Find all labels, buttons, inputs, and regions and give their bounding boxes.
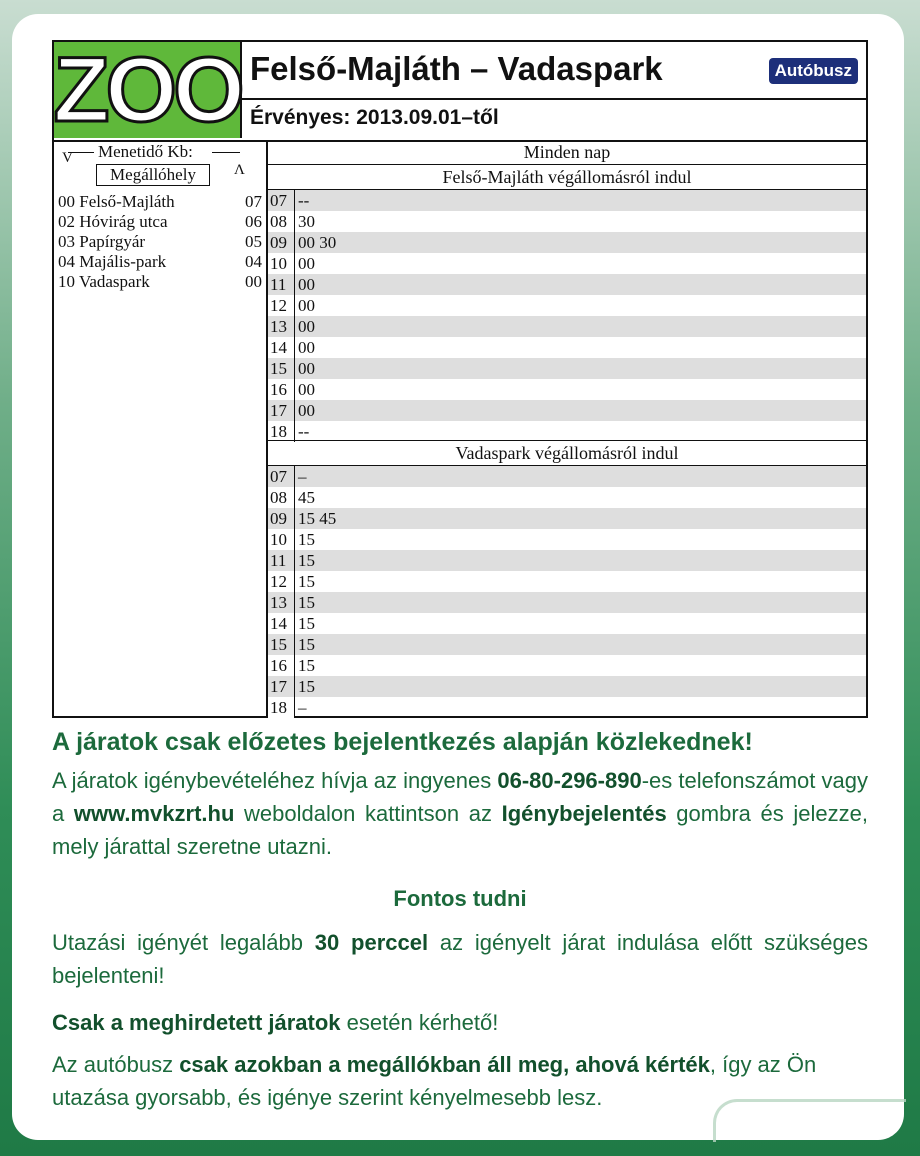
schedule-row [268, 676, 866, 697]
route-title: Felső-Majláth – Vadaspark [250, 50, 663, 87]
p1-text: A járatok igénybevételéhez hívja az ingyenes [52, 768, 498, 793]
schedule-row [268, 487, 866, 508]
schedule-row [268, 274, 866, 295]
day-header: Minden nap [268, 140, 866, 165]
valid-from: Érvényes: 2013.09.01–től [250, 106, 499, 129]
minutes-cell: 00 [298, 275, 315, 294]
stops-paragraph [52, 1048, 868, 1114]
hour-cell: 09 [268, 508, 295, 529]
p2-bold: 30 perccel [314, 930, 429, 955]
stop-row [58, 192, 262, 212]
hour-cell: 18 [268, 421, 295, 442]
hour-cell: 09 [268, 232, 295, 253]
hour-cell: 13 [268, 592, 295, 613]
hour-cell: 10 [268, 253, 295, 274]
schedule-row [268, 466, 866, 487]
stop-reverse-time: 06 [245, 212, 262, 231]
schedule-row [268, 232, 866, 253]
p4-text: , így az Ön utazása gyorsabb, és igénye szerint kényelmesebb lesz. [52, 1052, 817, 1110]
p3-bold: Csak a meghirdetett járatok [52, 1010, 341, 1035]
schedule-row [268, 337, 866, 358]
hour-cell: 17 [268, 400, 295, 421]
stop-name: 04 Majális-park [58, 252, 167, 271]
schedule-row [268, 379, 866, 400]
minutes-cell: 00 [298, 401, 315, 420]
p1-text: weboldalon kattintson az [234, 801, 502, 826]
stop-reverse-time: 05 [245, 232, 262, 251]
website-link[interactable]: www.mvkzrt.hu [73, 801, 235, 826]
minutes-cell: 45 [298, 488, 315, 507]
stops-legend [54, 140, 266, 190]
hour-cell: 11 [268, 274, 295, 295]
hour-cell: 08 [268, 211, 295, 232]
minutes-cell: 15 [298, 551, 315, 570]
schedule-row [268, 655, 866, 676]
hour-cell: 15 [268, 358, 295, 379]
p1-text: gombra és jelezze, mely járattal szeretne utazni. [52, 801, 868, 859]
stop-row [58, 272, 262, 292]
hour-cell: 10 [268, 529, 295, 550]
stop-name: 00 Felső-Majláth [58, 192, 175, 211]
minutes-cell: 15 45 [298, 509, 337, 528]
p2-text: Utazási igényét legalább [52, 930, 315, 955]
bus-badge: Autóbusz [769, 58, 858, 84]
schedule-row [268, 253, 866, 274]
schedule-row [268, 697, 866, 718]
minutes-cell: 00 [298, 380, 315, 399]
subheading: Fontos tudni [393, 886, 527, 911]
hour-cell: 16 [268, 655, 295, 676]
minutes-cell: 15 [298, 677, 315, 696]
hour-cell: 07 [268, 190, 295, 211]
phone-number[interactable]: 06-80-296-890 [497, 768, 642, 793]
schedule-row [268, 550, 866, 571]
outbound-title: Felső-Majláth végállomásról indul [268, 165, 866, 190]
hour-cell: 11 [268, 550, 295, 571]
timetable-header [53, 39, 866, 142]
minutes-cell: 30 [298, 212, 315, 231]
minutes-cell: 15 [298, 614, 315, 633]
stop-name: 10 Vadaspark [58, 272, 150, 291]
validity-row [242, 98, 866, 140]
hour-cell: 13 [268, 316, 295, 337]
headline: A járatok csak előzetes bejelentkezés alapján közlekednek! [52, 728, 753, 756]
scheduled-only-paragraph [52, 1006, 868, 1039]
minutes-cell: 15 [298, 572, 315, 591]
minutes-cell: 15 [298, 656, 315, 675]
schedule-row [268, 529, 866, 550]
minutes-cell: -- [298, 191, 310, 210]
hour-cell: 12 [268, 571, 295, 592]
stop-name: 02 Hóvirág utca [58, 212, 168, 231]
up-arrow-icon: Λ [234, 162, 245, 178]
schedule-row [268, 358, 866, 379]
down-arrow-icon: V [62, 150, 73, 166]
hour-cell: 14 [268, 337, 295, 358]
return-title: Vadaspark végállomásról indul [268, 441, 866, 466]
zoo-logo-text: ZOO [53, 39, 241, 141]
schedule-row [268, 571, 866, 592]
hour-cell: 07 [268, 466, 295, 487]
travel-time-label: Menetidő Kb: [98, 142, 193, 161]
minutes-cell: 00 [298, 359, 315, 378]
stop-label-box: Megállóhely [96, 164, 210, 186]
schedule-row [268, 400, 866, 421]
hour-cell: 14 [268, 613, 295, 634]
schedule-row [268, 613, 866, 634]
minutes-cell: 00 30 [298, 233, 337, 252]
hour-cell: 17 [268, 676, 295, 697]
schedule-row [268, 211, 866, 232]
minutes-cell: 15 [298, 593, 315, 612]
schedule-row [268, 634, 866, 655]
stops-column [54, 140, 268, 716]
stop-row [58, 232, 262, 252]
instructions-paragraph [52, 764, 868, 863]
minutes-cell: -- [298, 422, 310, 441]
minutes-cell: 00 [298, 296, 315, 315]
schedule-grid [268, 140, 866, 716]
zoo-logo [53, 39, 242, 141]
schedule-row [268, 190, 866, 211]
timetable [52, 40, 868, 718]
p4-text: Az autóbusz [52, 1052, 180, 1077]
hour-cell: 12 [268, 295, 295, 316]
minutes-cell: 00 [298, 317, 315, 336]
legend-line-right [212, 152, 240, 153]
minutes-cell: – [298, 467, 307, 486]
hour-cell: 08 [268, 487, 295, 508]
hour-cell: 18 [268, 697, 295, 718]
stop-row [58, 252, 262, 272]
schedule-row [268, 295, 866, 316]
schedule-row [268, 421, 866, 442]
stop-reverse-time: 04 [245, 252, 262, 271]
schedule-row [268, 592, 866, 613]
hour-cell: 15 [268, 634, 295, 655]
minutes-cell: – [298, 698, 307, 717]
request-button-name: Igénybejelentés [501, 801, 667, 826]
minutes-cell: 15 [298, 635, 315, 654]
hour-cell: 16 [268, 379, 295, 400]
p1-text: -es telefonszámot vagy a [52, 768, 868, 826]
stop-reverse-time: 00 [245, 272, 262, 291]
p3-text: esetén kérhető! [340, 1010, 499, 1035]
schedule-row [268, 508, 866, 529]
schedule-row [268, 316, 866, 337]
p4-bold: csak azokban a megállókban áll meg, ahová kérték [179, 1052, 710, 1077]
minutes-cell: 15 [298, 530, 315, 549]
notice-paragraph [52, 926, 868, 992]
stop-reverse-time: 07 [245, 192, 262, 211]
minutes-cell: 00 [298, 338, 315, 357]
stop-row [58, 212, 262, 232]
p2-text: az igényelt járat indulása előtt szükséges bejelenteni! [52, 930, 868, 988]
minutes-cell: 00 [298, 254, 315, 273]
stop-name: 03 Papírgyár [58, 232, 146, 251]
